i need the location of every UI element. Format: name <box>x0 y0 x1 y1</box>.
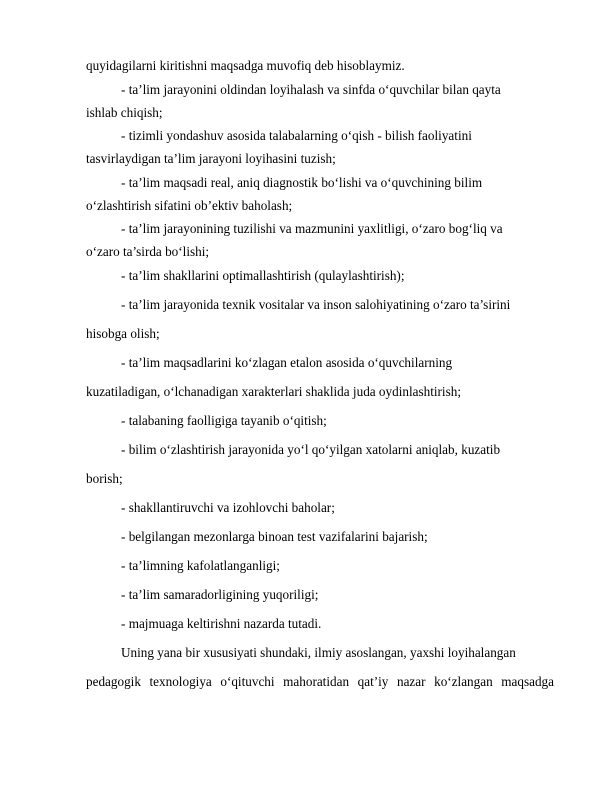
text-line: ishlab chiqish; <box>86 105 163 120</box>
list-item-line: - shakllantiruvchi va izohlovchi baholar; <box>121 500 335 515</box>
list-item-line: - ta’limning kafolatlanganligi; <box>121 558 280 573</box>
paragraph-line: Uning yana bir xususiyati shundaki, ilmiy asoslangan, yaxshi loyihalangan <box>121 645 516 660</box>
list-item-line: - tizimli yondashuv asosida talabalarning o‘qish - bilish faoliyatini <box>121 128 472 143</box>
paragraph-line: pedagogik texnologiya o‘qituvchi mahoratidan qat’iy nazar ko‘zlangan maqsadga <box>86 674 554 689</box>
list-item-line: - ta’lim samaradorligining yuqoriligi; <box>121 587 319 602</box>
text-line: hisobga olish; <box>86 326 160 341</box>
text-line: quyidagilarni kiritishni maqsadga muvofiq deb hisoblaymiz. <box>86 58 405 73</box>
list-item-line: - ta’lim jarayonining tuzilishi va mazmunini yaxlitligi, o‘zaro bog‘liq va <box>121 221 503 236</box>
list-item-line: - ta’lim maqsadlarini ko‘zlagan etalon asosida o‘quvchilarning <box>121 355 453 370</box>
text-line: borish; <box>86 471 123 486</box>
text-line: tasvirlaydigan ta’lim jarayoni loyihasini tuzish; <box>86 151 336 166</box>
list-item-line: - ta’lim jarayonida texnik vositalar va inson salohiyatining o‘zaro ta’sirini <box>121 297 511 312</box>
list-item-line: - ta’lim jarayonini oldindan loyihalash va sinfda o‘quvchilar bilan qayta <box>121 82 501 97</box>
text-line: o‘zaro ta’sirda bo‘lishi; <box>86 244 210 259</box>
text-line: o‘zlashtirish sifatini ob’ektiv baholash; <box>86 198 293 213</box>
list-item-line: - talabaning faolligiga tayanib o‘qitish; <box>121 413 327 428</box>
list-item-line: - ta’lim maqsadi real, aniq diagnostik bo‘lishi va o‘quvchining bilim <box>121 175 483 190</box>
text-line: kuzatiladigan, o‘lchanadigan xarakterlari shaklida juda oydinlashtirish; <box>86 384 461 399</box>
list-item-line: - ta’lim shakllarini optimallashtirish (qulaylashtirish); <box>121 268 405 283</box>
list-item-line: - bilim o‘zlashtirish jarayonida yo‘l qo‘yilgan xatolarni aniqlab, kuzatib <box>121 442 501 457</box>
list-item-line: - majmuaga keltirishni nazarda tutadi. <box>121 616 322 631</box>
list-item-line: - belgilangan mezonlarga binoan test vazifalarini bajarish; <box>121 529 428 544</box>
